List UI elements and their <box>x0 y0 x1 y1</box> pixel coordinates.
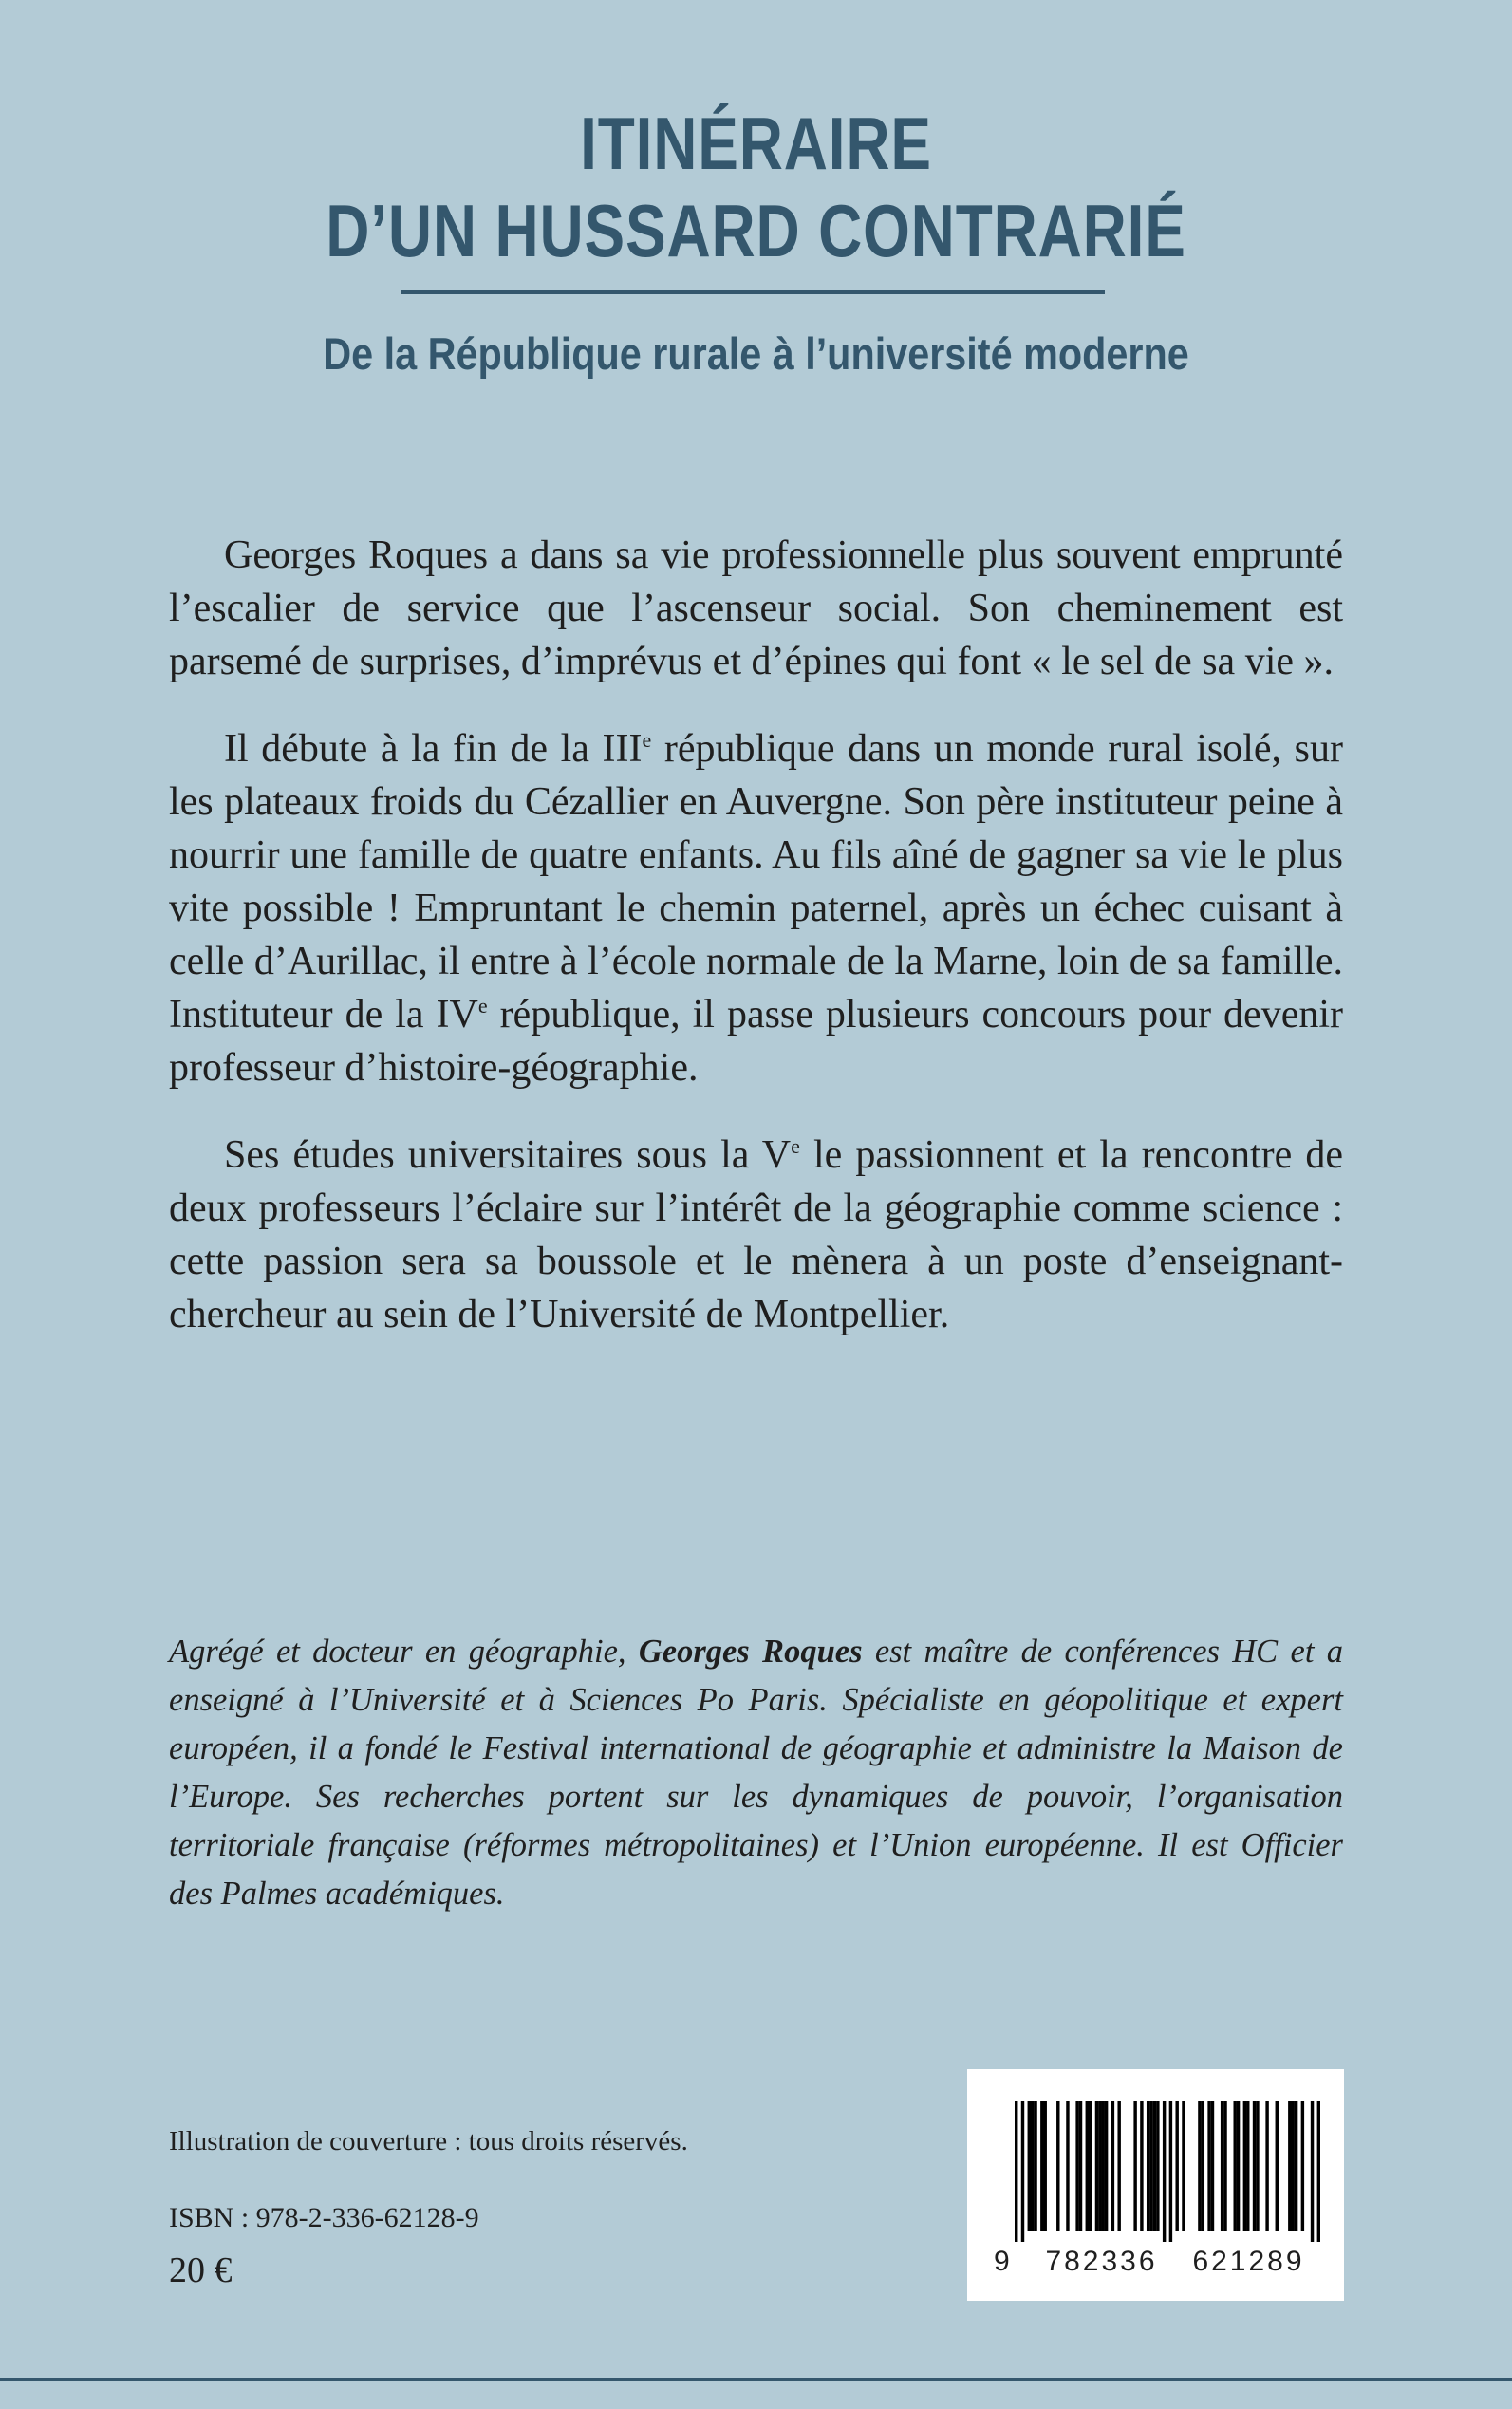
barcode-bar <box>1075 2101 1078 2231</box>
barcode-bar <box>1276 2101 1279 2231</box>
title-line-1: ITINÉRAIRE <box>580 102 932 185</box>
barcode <box>967 2069 1344 2301</box>
barcode-bar <box>1295 2101 1297 2231</box>
author-name: Georges Roques <box>638 1634 863 1670</box>
barcode-bar <box>1243 2101 1246 2231</box>
isbn: ISBN : 978-2-336-62128-9 <box>169 2202 479 2233</box>
p2-text-a: Il débute à la fin de la III <box>224 727 643 771</box>
barcode-bar <box>1040 2101 1043 2231</box>
barcode-bar <box>1253 2101 1256 2231</box>
barcode-bar <box>1028 2101 1031 2231</box>
barcode-bar <box>1175 2101 1178 2231</box>
barcode-bar <box>1182 2101 1185 2231</box>
summary-text <box>169 529 1343 1375</box>
barcode-bar <box>1086 2101 1089 2231</box>
bio-post: est maître de conférences HC et a enseigné à l’Université et à Sciences Po Paris. Spécialiste en géopolitique et expert européen, il a fondé le Festival international de géographie et administre la Maison de l’Europe. Ses recherches portent sur les dynamiques de pouvoir, l’organisation territoriale française (réformes métropolitaines) et l’Union européenne. Il est Officier des Palmes académiques. <box>169 1634 1343 1912</box>
barcode-bar <box>1066 2101 1069 2231</box>
barcode-bar <box>1034 2101 1036 2231</box>
barcode-bar <box>1140 2101 1143 2231</box>
summary-paragraph-1: Georges Roques a dans sa vie professionnelle plus souvent emprunté l’escalier de service que l’ascenseur social. Son cheminement est parsemé de surprises, d’imprévus et d’épines qui font « le sel de sa vie ». <box>169 533 1343 683</box>
barcode-bar <box>1079 2101 1082 2231</box>
barcode-bar <box>1156 2101 1159 2231</box>
barcode-bar <box>1098 2101 1101 2231</box>
barcode-bar <box>1153 2101 1156 2231</box>
barcode-bar <box>1202 2101 1204 2231</box>
barcode-bar <box>1021 2101 1024 2242</box>
barcode-bar <box>1095 2101 1098 2231</box>
barcode-bar <box>1056 2101 1059 2231</box>
barcode-bar <box>1147 2101 1149 2231</box>
barcode-bar <box>1117 2101 1120 2231</box>
barcode-bar <box>1133 2101 1136 2231</box>
summary-paragraph-3 <box>169 1129 1343 1341</box>
barcode-bar <box>1198 2101 1201 2231</box>
barcode-bar <box>1089 2101 1092 2231</box>
barcode-bar <box>1311 2101 1314 2242</box>
barcode-bar <box>1105 2101 1108 2231</box>
barcode-bar <box>1044 2101 1047 2231</box>
bio-pre: Agrégé et docteur en géographie, <box>169 1634 639 1670</box>
barcode-bar <box>1015 2101 1017 2242</box>
barcode-bars <box>1015 2101 1320 2242</box>
author-bio <box>169 1628 1343 1918</box>
title-divider <box>401 290 1105 294</box>
barcode-bar <box>1102 2101 1105 2231</box>
barcode-bar <box>1256 2101 1259 2231</box>
barcode-bar <box>1163 2101 1166 2242</box>
p3-text-b: le passionnent et la rencontre de deux professeurs l’éclaire sur l’intérêt de la géographie comme science : cette passion sera sa boussole et le mènera à un poste d’enseignant-chercheur au sein de l’Université de Montpellier. <box>169 1133 1344 1336</box>
barcode-bar <box>1207 2101 1210 2231</box>
cover-credit: Illustration de couverture : tous droits réservés. <box>169 2126 688 2157</box>
barcode-digit-first: 9 <box>994 2246 1010 2277</box>
barcode-bar <box>1317 2101 1320 2242</box>
barcode-bar <box>1246 2101 1249 2231</box>
barcode-bar <box>1149 2101 1152 2231</box>
barcode-digits <box>994 2246 1326 2278</box>
barcode-bar <box>1223 2101 1226 2231</box>
summary-paragraph-2 <box>169 722 1343 1094</box>
barcode-bar <box>1169 2101 1172 2242</box>
title-line-2: D’UN HUSSARD CONTRARIÉ <box>326 189 1186 272</box>
barcode-bar <box>1291 2101 1294 2231</box>
barcode-bar <box>1221 2101 1223 2231</box>
p2-superscript-1: e <box>642 728 652 752</box>
p3-superscript: e <box>791 1134 800 1158</box>
p2-text-c: république, il passe plusieurs concours pour devenir professeur d’histoire-géographie. <box>169 993 1343 1090</box>
p3-text-a: Ses études universitaires sous la V <box>224 1133 792 1177</box>
barcode-bar <box>1211 2101 1214 2231</box>
p2-superscript-2: e <box>477 994 488 1018</box>
barcode-bar <box>1233 2101 1236 2231</box>
barcode-group-2: 621289 <box>1192 2246 1305 2277</box>
book-subtitle: De la République rurale à l’université moderne <box>323 328 1189 379</box>
barcode-bar <box>1111 2101 1114 2231</box>
barcode-bar <box>1265 2101 1268 2231</box>
bottom-divider <box>0 2378 1512 2381</box>
barcode-bar <box>1288 2101 1291 2231</box>
barcode-bar <box>1301 2101 1304 2231</box>
price: 20 € <box>169 2250 233 2290</box>
book-title <box>136 100 1375 274</box>
barcode-bar <box>1031 2101 1034 2231</box>
barcode-group-1: 782336 <box>1045 2246 1158 2277</box>
barcode-bar <box>1237 2101 1240 2231</box>
p2-text-b: république dans un monde rural isolé, sur les plateaux froids du Cézallier en Auvergne. Son père instituteur peine à nourrir une famille de quatre enfants. Au fils aîné de gagner sa vie le plus vite possible ! Empruntant le chemin paternel, après un échec cuisant à celle d’Aurillac, il entre à l’école normale de la Marne, loin de sa famille. Instituteur de la IV <box>169 727 1343 1036</box>
